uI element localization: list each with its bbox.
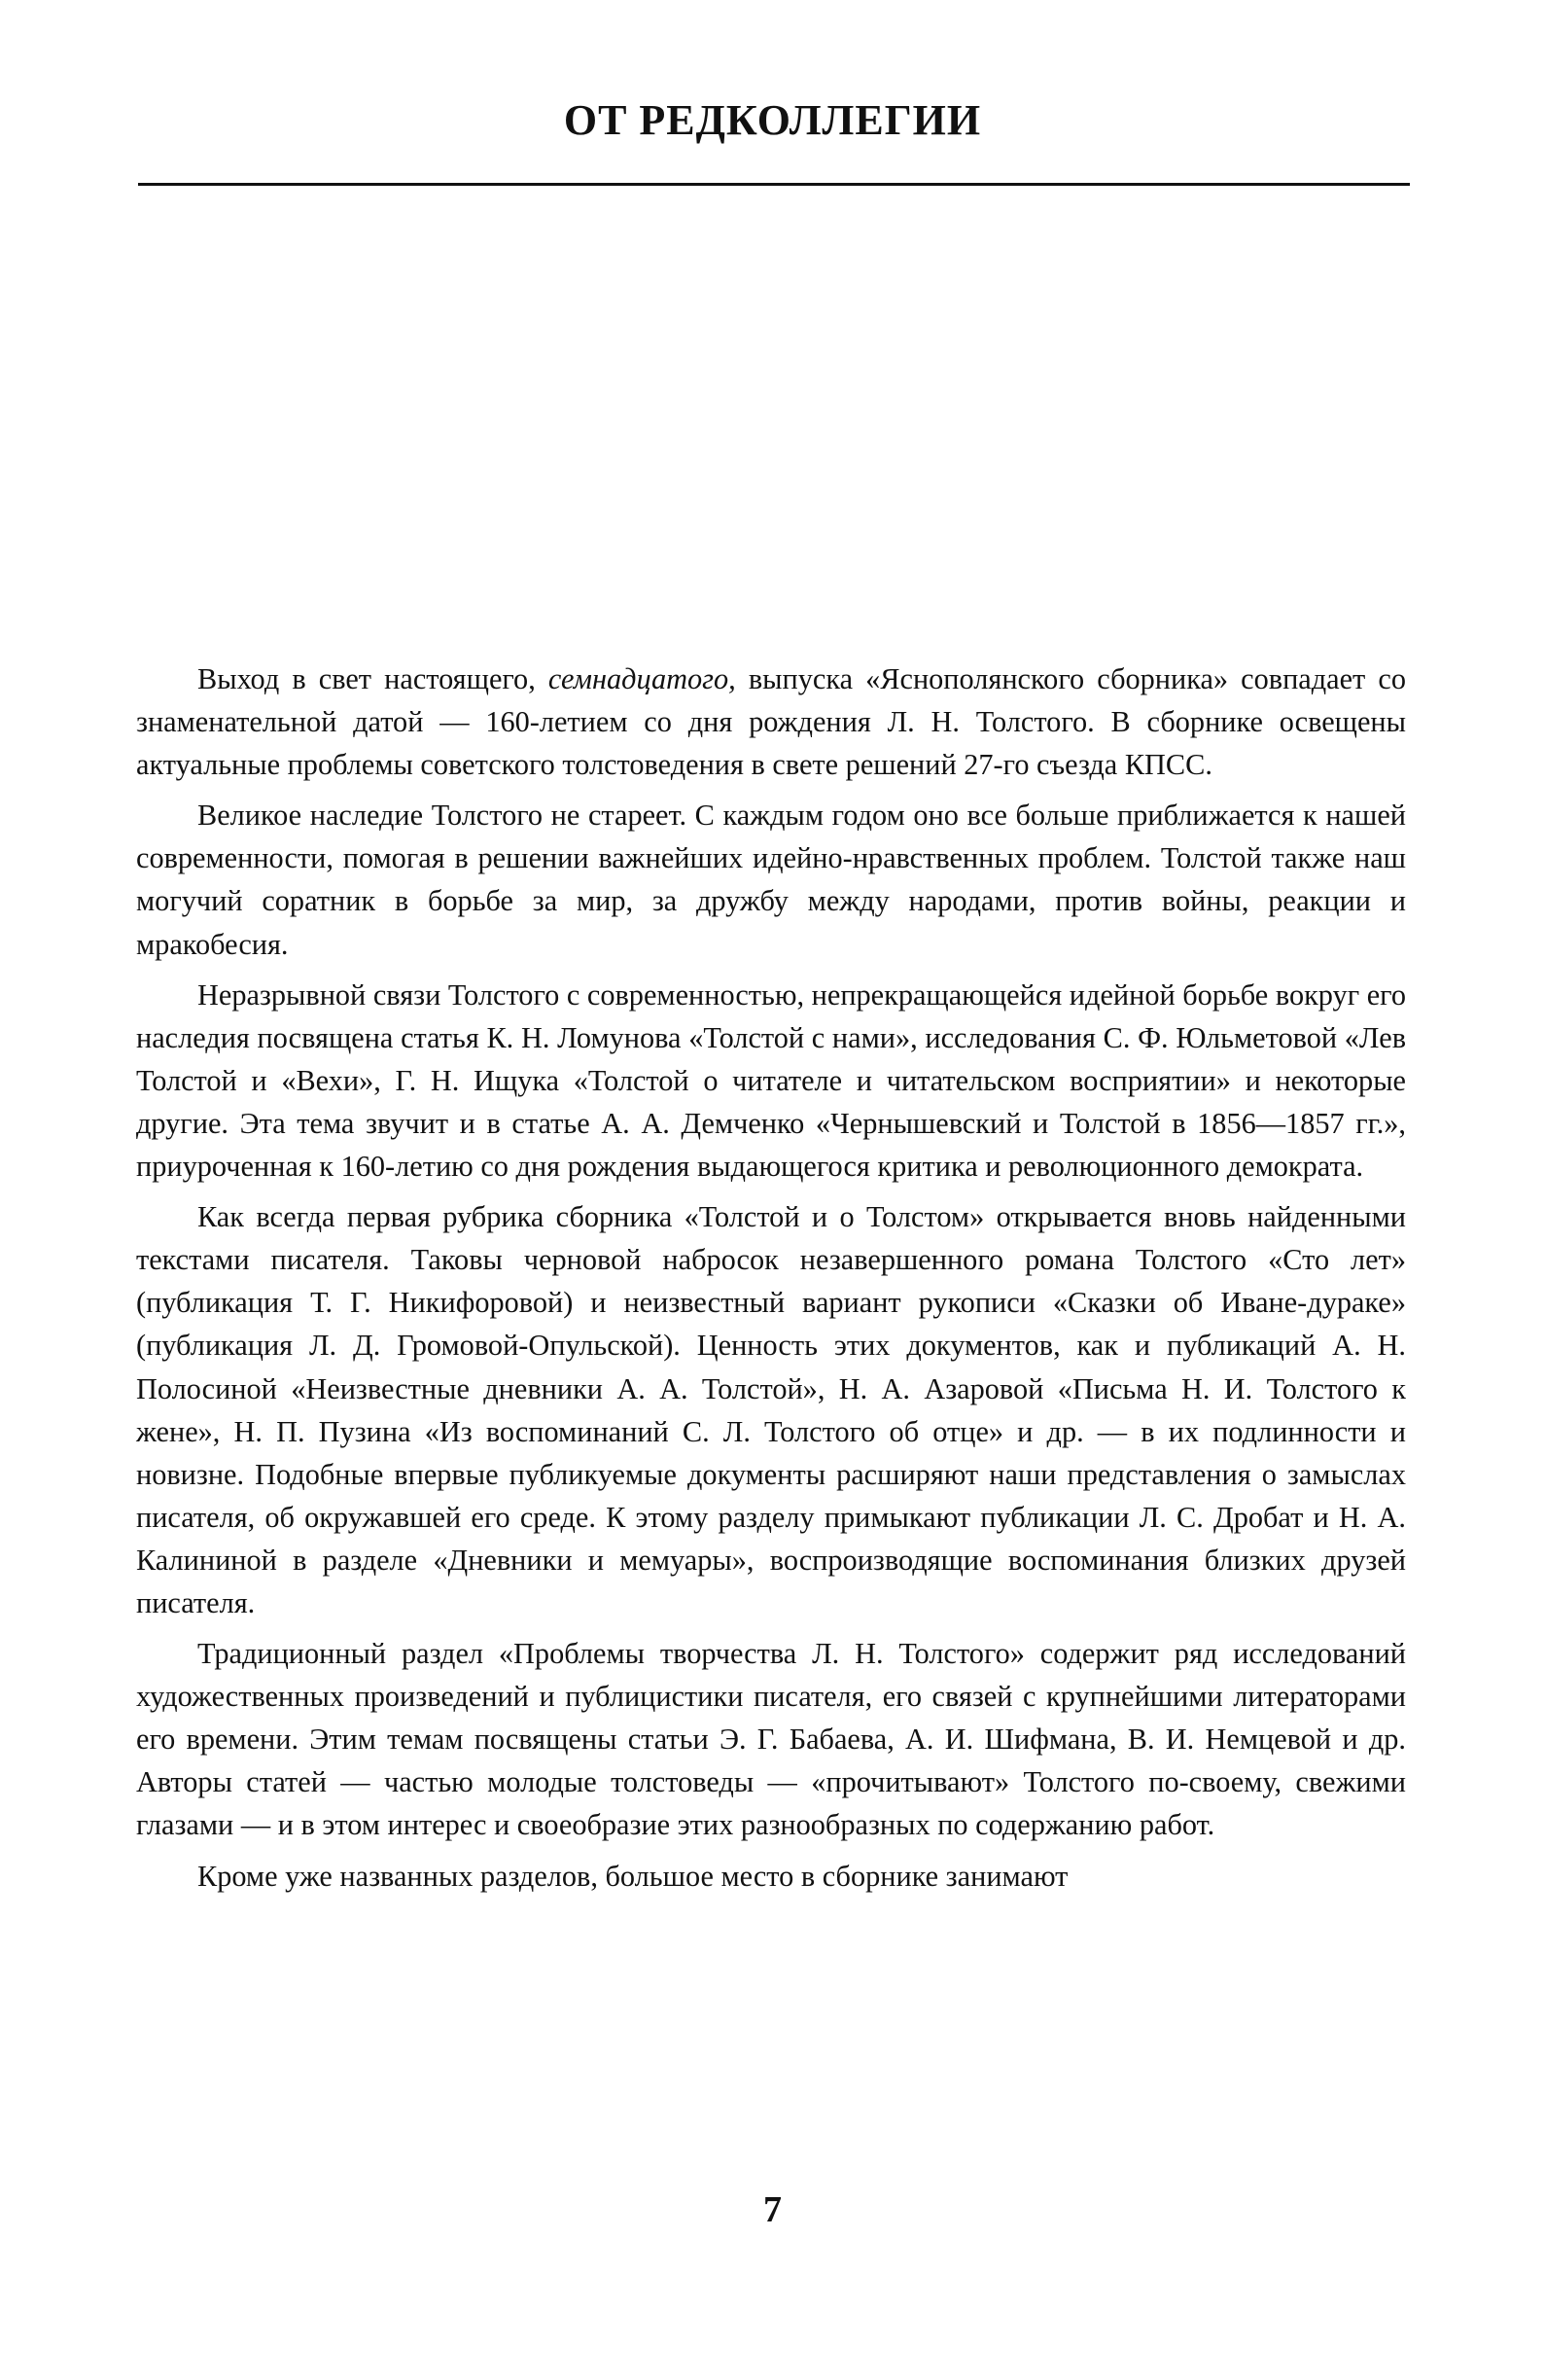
title-divider [138,183,1410,186]
editorial-text [136,657,1406,1905]
paragraph-3: Неразрывной связи Толстого с современностью, непрекращающейся идейной борьбе вокруг его наследия посвящена статья К. Н. Ломунова «Толстой с нами», исследования С. Ф. Юльметовой «Лев Толстой и «Вехи», Г. Н. Ищука «Толстой о читателе и читательском восприятии» и некоторые другие. Эта тема звучит и в статье А. А. Демченко «Чернышевский и Толстой в 1856—1857 гг.», приуроченная к 160-летию со дня рождения выдающегося критика и революционного демократа. [136,977,1406,1184]
paragraph-1-start: Выход в свет настоящего, [197,662,548,695]
page-number: 7 [763,2189,782,2230]
paragraph-1-rest: выпуска «Яснополянского сборника» совпадает со знаменательной датой — 160-летием со дня рождения Л. Н. Толстого. В сборнике освещены актуальные проблемы советского толстоведения в свете решений 27-го съезда КПСС. [136,662,1406,782]
paragraph-1 [136,657,1406,786]
paragraph-4: Как всегда первая рубрика сборника «Толстой и о Толстом» открывается вновь найденными текстами писателя. Таковы черновой набросок незавершенного романа Толстого «Сто лет» (публикация Т. Г. Никифоровой) и неизвестный вариант рукописи «Сказки об Иване-дураке» (публикация Л. Д. Громовой-Опульской). Ценность этих документов, как и публикаций А. Н. Полосиной «Неизвестные дневники А. А. Толстой», Н. А. Азаровой «Письма Н. И. Толстого к жене», Н. П. Пузина «Из воспоминаний С. Л. Толстого об отце» и др. — в их подлинности и новизне. Подобные впервые публикуемые документы расширяют наши представления о замыслах писателя, об окружавшей его среде. К этому разделу примыкают публикации Л. С. Дробат и Н. А. Калининой в разделе «Дневники и мемуары», воспроизводящие воспоминания близких друзей писателя. [136,1200,1406,1619]
paragraph-6: Кроме уже названных разделов, большое место в сборнике занимают [197,1859,1069,1893]
paragraph-2: Великое наследие Толстого не стареет. С каждым годом оно все больше приближается к нашей современности, помогая в решении важнейших идейно-нравственных проблем. Толстой также наш могучий соратник в борьбе за мир, за дружбу между народами, против войны, реакции и мракобесия. [136,799,1406,961]
paragraph-1-emphasis: семнадцатого, [547,662,736,695]
paragraph-5: Традиционный раздел «Проблемы творчества Л. Н. Толстого» содержит ряд исследований художественных произведений и публицистики писателя, его связей с крупнейшими литераторами его времени. Этим темам посвящены статьи Э. Г. Бабаева, А. И. Шифмана, В. И. Немцевой и др. Авторы статей — частью молодые толстоведы — «прочитывают» Толстого по-своему, свежими глазами — и в этом интерес и своеобразие этих разнообразных по содержанию работ. [136,1637,1406,1842]
page-title: ОТ РЕДКОЛЛЕГИИ [563,96,982,144]
